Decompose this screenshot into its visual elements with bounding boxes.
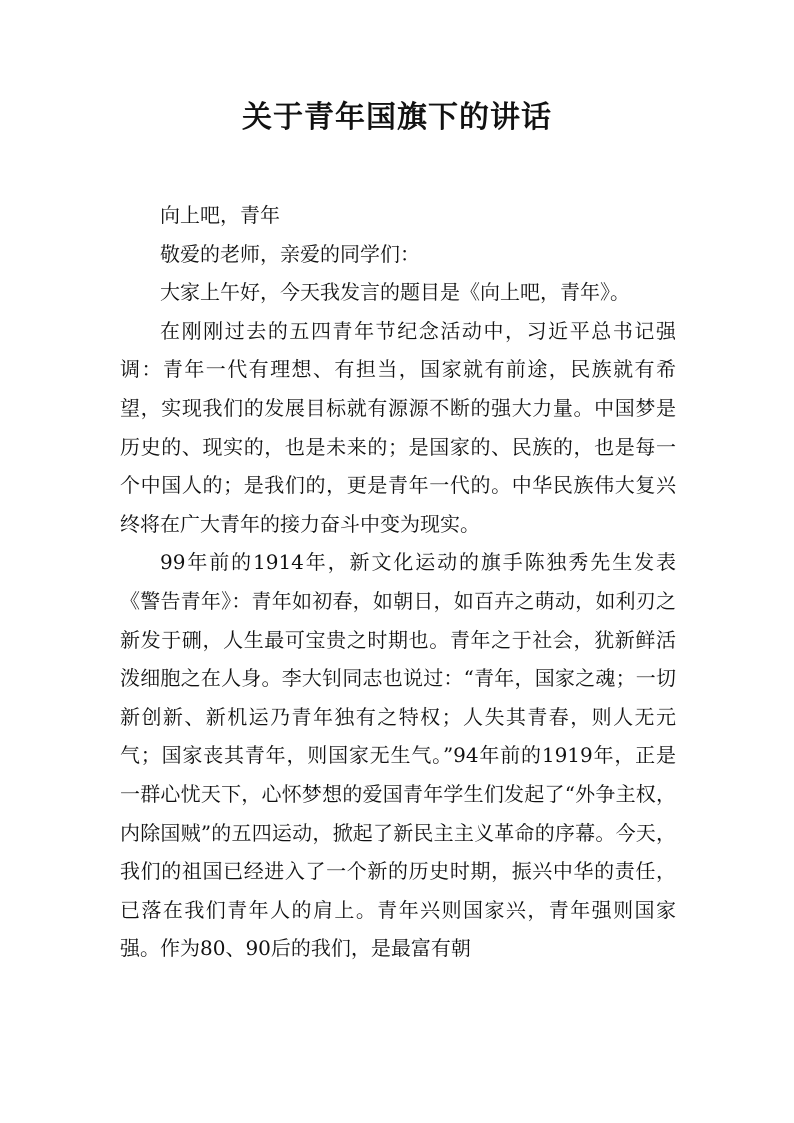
paragraph-body-2: 99年前的1914年，新文化运动的旗手陈独秀先生发表《警告青年》：青年如初春，如朝日，如百卉之萌动，如利刃之新发于硎，人生最可宝贵之时期也。青年之于社会，犹新鲜活泼细胞之在人身。李大钊同志也说过：“青年，国家之魂；一切新创新、新机运乃青年独有之特权；人失其青春，则人无元气；国家丧其青年，则国家无生气。”94年前的1919年，正是一群心忧天下，心怀梦想的爱国青年学生们发起了“外争主权，内除国贼”的五四运动，掀起了新民主主义革命的序幕。今天，我们的祖国已经进入了一个新的历史时期，振兴中华的责任，已落在我们青年人的肩上。青年兴则国家兴，青年强则国家强。作为80、90后的我们，是最富有朝: [120, 550, 676, 961]
paragraph-subtitle: 向上吧，青年: [160, 203, 280, 227]
document-body: [120, 196, 676, 968]
document-title: 关于青年国旗下的讲话: [242, 100, 552, 135]
paragraph-salutation: 敬爱的老师，亲爱的同学们：: [160, 241, 420, 266]
paragraph-body-1: 在刚刚过去的五四青年节纪念活动中，习近平总书记强调：青年一代有理想、有担当，国家就有前途，民族就有希望，实现我们的发展目标就有源源不断的强大力量。中国梦是历史的、现实的，也是未来的；是国家的、民族的，也是每一个中国人的；是我们的，更是青年一代的。中华民族伟大复兴终将在广大青年的接力奋斗中变为现实。: [120, 318, 676, 536]
paragraph-greeting: 大家上午好，今天我发言的题目是《向上吧，青年》。: [160, 280, 630, 305]
